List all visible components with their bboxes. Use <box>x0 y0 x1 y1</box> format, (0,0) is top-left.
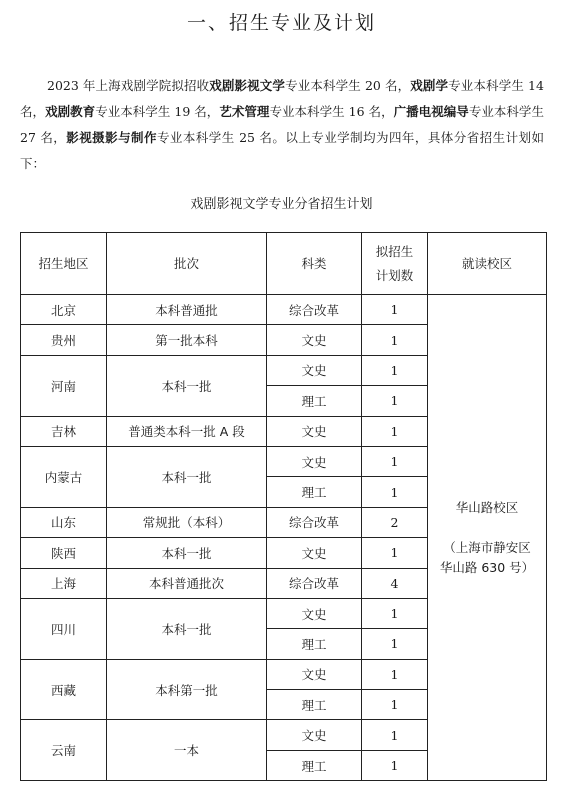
subject-cell: 理工 <box>267 690 362 720</box>
region-cell: 上海 <box>21 568 107 598</box>
region-cell: 河南 <box>21 355 107 416</box>
intro-text: 专业本科学生 25 名。以上专业学制均为四年，具体分省招生计划如下： <box>20 129 544 171</box>
quota-cell: 1 <box>362 446 428 476</box>
region-cell: 吉林 <box>21 416 107 446</box>
major-name: 艺术管理 <box>219 103 270 119</box>
region-cell: 贵州 <box>21 325 107 355</box>
enrollment-plan-table <box>20 232 547 781</box>
subject-cell: 文史 <box>267 659 362 689</box>
major-name: 戏剧学 <box>410 77 449 93</box>
subject-cell: 文史 <box>267 598 362 628</box>
region-cell: 西藏 <box>21 659 107 720</box>
subject-cell: 理工 <box>267 386 362 416</box>
intro-text: 2023 年上海戏剧学院拟招收 <box>47 77 210 93</box>
major-name: 戏剧影视文学 <box>209 77 286 93</box>
quota-cell: 1 <box>362 386 428 416</box>
intro-text: 专业本科学生 27 名， <box>20 103 544 145</box>
header-batch: 批次 <box>107 233 267 295</box>
intro-text: 专业本科学生 19 名， <box>95 103 220 119</box>
subject-cell: 文史 <box>267 720 362 750</box>
table-title: 戏剧影视文学专业分省招生计划 <box>190 197 373 212</box>
subject-cell: 理工 <box>267 750 362 780</box>
region-cell: 北京 <box>21 295 107 325</box>
region-cell: 四川 <box>21 598 107 659</box>
quota-cell: 2 <box>362 507 428 537</box>
batch-cell: 本科普通批次 <box>107 568 267 598</box>
batch-cell: 第一批本科 <box>107 325 267 355</box>
campus-name: 华山路校区 <box>455 499 519 515</box>
subject-cell: 文史 <box>267 538 362 568</box>
intro-paragraph <box>20 73 544 177</box>
quota-cell: 1 <box>362 416 428 446</box>
campus-address-line1: （上海市静安区 <box>443 539 531 555</box>
intro-text: 专业本科学生 14 名， <box>20 77 544 119</box>
subject-cell: 文史 <box>267 325 362 355</box>
quota-cell: 1 <box>362 325 428 355</box>
header-campus: 就读校区 <box>428 233 547 295</box>
quota-cell: 1 <box>362 538 428 568</box>
intro-text: 专业本科学生 16 名， <box>269 103 394 119</box>
header-region: 招生地区 <box>21 233 107 295</box>
header-quota <box>362 233 428 295</box>
quota-cell: 1 <box>362 659 428 689</box>
batch-cell: 本科第一批 <box>107 659 267 720</box>
subject-cell: 综合改革 <box>267 295 362 325</box>
region-cell: 内蒙古 <box>21 446 107 507</box>
table-body <box>21 295 547 781</box>
subject-cell: 文史 <box>267 446 362 476</box>
major-name: 影视摄影与制作 <box>66 129 157 145</box>
subject-cell: 文史 <box>267 355 362 385</box>
subject-cell: 文史 <box>267 416 362 446</box>
batch-cell: 常规批（本科） <box>107 507 267 537</box>
batch-cell: 本科一批 <box>107 355 267 416</box>
subject-cell: 理工 <box>267 477 362 507</box>
quota-cell: 1 <box>362 295 428 325</box>
region-cell: 陕西 <box>21 538 107 568</box>
subject-cell: 综合改革 <box>267 568 362 598</box>
table-row <box>21 295 547 325</box>
campus-address-line2: 华山路 630 号） <box>439 559 535 575</box>
batch-cell: 本科普通批 <box>107 295 267 325</box>
quota-cell: 4 <box>362 568 428 598</box>
header-quota-line1: 拟招生 <box>375 243 414 259</box>
region-cell: 云南 <box>21 720 107 781</box>
header-subject: 科类 <box>267 233 362 295</box>
subject-cell: 理工 <box>267 629 362 659</box>
header-quota-line2: 计划数 <box>375 267 414 283</box>
batch-cell: 一本 <box>107 720 267 781</box>
quota-cell: 1 <box>362 355 428 385</box>
batch-cell: 本科一批 <box>107 446 267 507</box>
major-name: 广播电视编导 <box>393 103 469 119</box>
batch-cell: 本科一批 <box>107 538 267 568</box>
region-cell: 山东 <box>21 507 107 537</box>
quota-cell: 1 <box>362 598 428 628</box>
batch-cell: 普通类本科一批 A 段 <box>107 416 267 446</box>
intro-text: 专业本科学生 20 名， <box>285 77 411 93</box>
major-name: 戏剧教育 <box>45 103 96 119</box>
page-heading: 一、招生专业及计划 <box>186 12 376 34</box>
subject-cell: 综合改革 <box>267 507 362 537</box>
table-header-row <box>21 233 547 295</box>
batch-cell: 本科一批 <box>107 598 267 659</box>
quota-cell: 1 <box>362 477 428 507</box>
quota-cell: 1 <box>362 750 428 780</box>
quota-cell: 1 <box>362 690 428 720</box>
quota-cell: 1 <box>362 629 428 659</box>
quota-cell: 1 <box>362 720 428 750</box>
campus-cell <box>428 295 547 781</box>
